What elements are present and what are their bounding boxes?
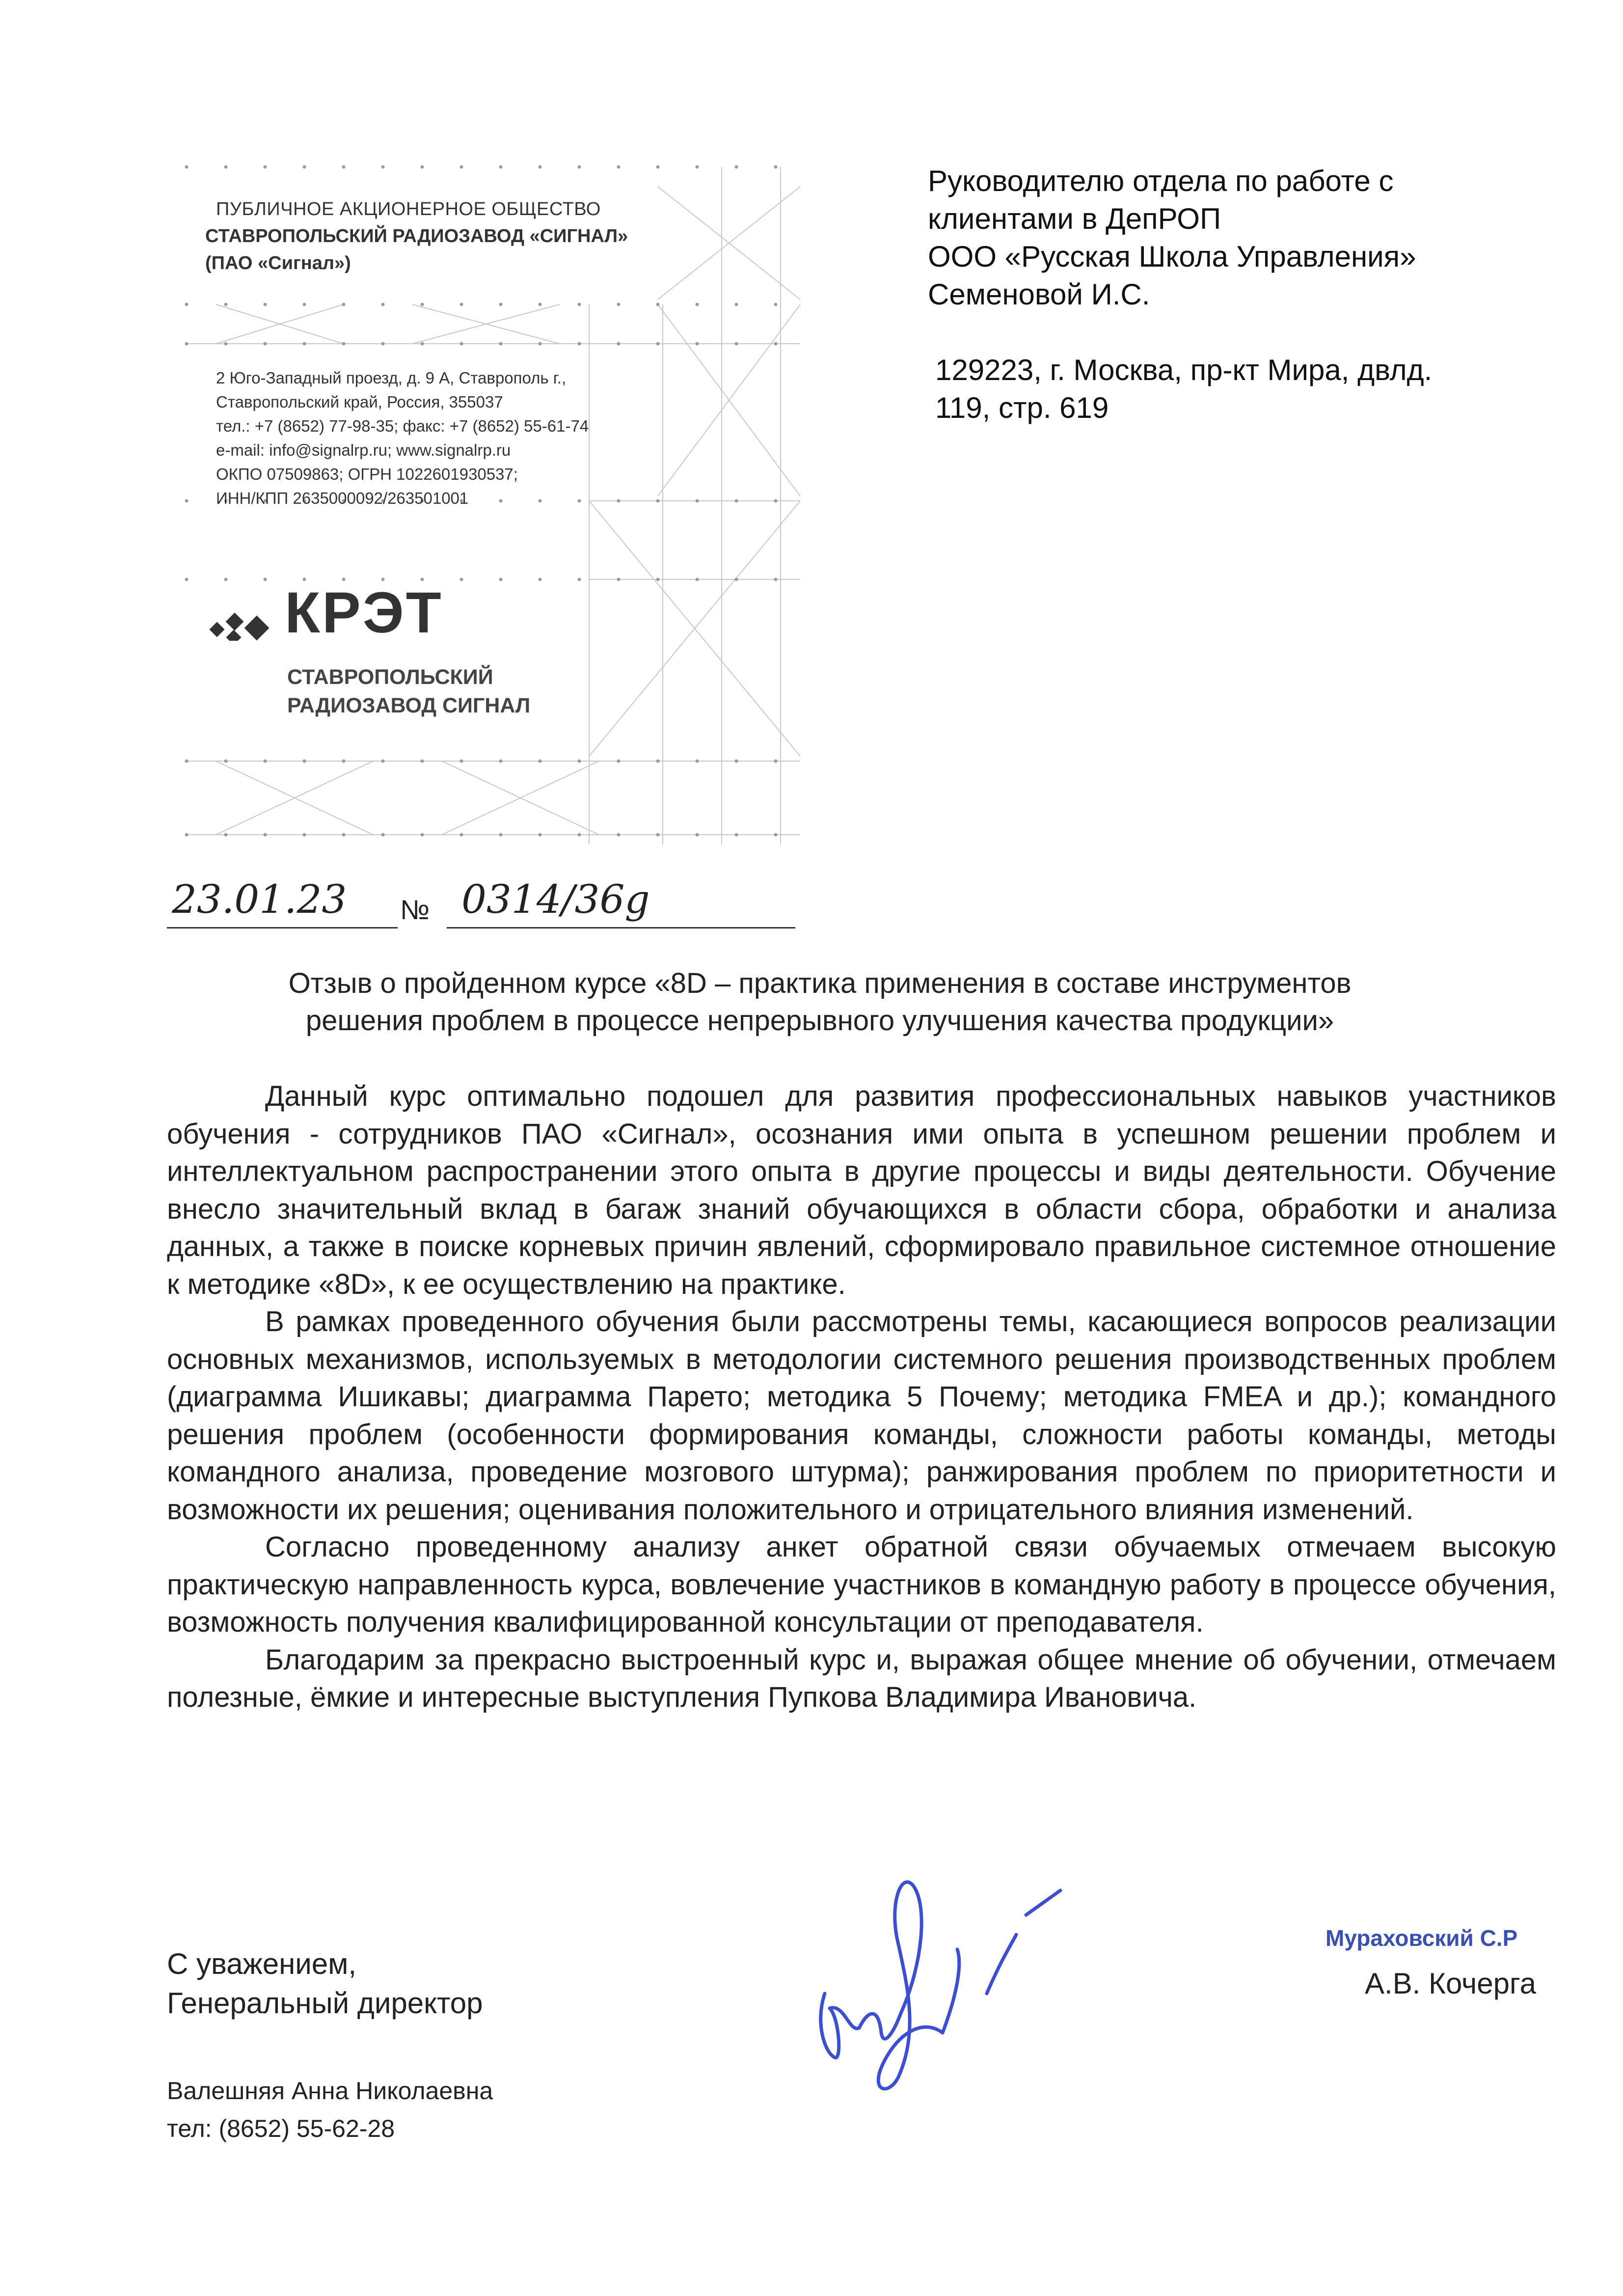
- subject-line-2: решения проблем в процессе непрерывного улучшения качества продукции»: [305, 1005, 1334, 1037]
- recipient-line-4: Семеновой И.С.: [928, 278, 1150, 311]
- grid-dot: [499, 760, 503, 763]
- grid-dot: [421, 760, 424, 763]
- stamp-name: Мураховский С.Р: [1325, 1925, 1518, 1951]
- letter-body: [167, 1078, 1556, 1717]
- grid-dot: [264, 833, 267, 837]
- letter-date: 23.01.23: [172, 876, 347, 922]
- grid-dot: [656, 760, 660, 763]
- recipient-line-2: клиентами в ДепРОП: [928, 202, 1221, 235]
- grid-dot: [421, 165, 424, 169]
- grid-dot: [460, 303, 463, 306]
- grid-dot: [656, 833, 660, 837]
- grid-dot: [499, 578, 503, 581]
- grid-dot: [421, 833, 424, 837]
- address-line-2: Ставропольский край, Россия, 355037: [216, 393, 503, 411]
- grid-dot: [774, 342, 778, 346]
- plant-name-line-1: СТАВРОПОЛЬСКИЙ: [287, 665, 493, 689]
- number-sign: №: [400, 894, 430, 925]
- grid-dot: [617, 303, 621, 306]
- address-line-1: 2 Юго-Западный проезд, д. 9 А, Ставрополь г.,: [216, 369, 567, 387]
- grid-dot: [421, 303, 424, 306]
- grid-dot: [303, 342, 306, 346]
- grid-dot: [774, 165, 778, 169]
- grid-dot: [342, 342, 346, 346]
- recipient-address-line-1: 129223, г. Москва, пр-кт Мира, двлд.: [935, 354, 1433, 386]
- grid-dot: [342, 303, 346, 306]
- recipient-address-line-2: 119, стр. 619: [935, 391, 1109, 424]
- executor-block: [167, 2072, 493, 2148]
- plant-name-line-2: РАДИОЗАВОД СИГНАЛ: [287, 694, 531, 717]
- grid-dot: [774, 833, 778, 837]
- letter-subject: [167, 965, 1473, 1039]
- grid-dot: [656, 342, 660, 346]
- grid-dot: [735, 833, 738, 837]
- grid-dot: [460, 578, 463, 581]
- grid-dot: [421, 342, 424, 346]
- grid-dot: [578, 760, 581, 763]
- grid-dot: [264, 578, 267, 581]
- grid-dot: [185, 303, 189, 306]
- grid-dot: [656, 578, 660, 581]
- grid-dot: [342, 165, 346, 169]
- grid-dot: [735, 499, 738, 503]
- grid-dot: [185, 165, 189, 169]
- grid-dot: [264, 342, 267, 346]
- grid-dot: [617, 760, 621, 763]
- grid-dot: [381, 303, 385, 306]
- grid-dot: [224, 165, 228, 169]
- grid-dot: [539, 760, 542, 763]
- grid-dot: [578, 342, 581, 346]
- grid-dot: [185, 833, 189, 837]
- kret-logo-icon: [209, 601, 277, 641]
- signer-name: А.В. Кочерга: [1365, 1967, 1536, 2000]
- body-paragraph-4: Благодарим за прекрасно выстроенный курс и, выражая общее мнение об обучении, отмечаем полезные, ёмкие и интересные выступления Пупкова Владимира Ивановича.: [167, 1643, 1556, 1713]
- grid-dot: [224, 303, 228, 306]
- body-paragraph-3: Согласно проведенному анализу анкет обратной связи обучаемых отмечаем высокую практическую направленность курса, вовлечение участников в командную работу в процессе обучения, возможность получения квалифицированной консультации от преподавателя.: [167, 1531, 1556, 1638]
- grid-dot: [774, 760, 778, 763]
- grid-dot: [460, 165, 463, 169]
- grid-dot: [656, 165, 660, 169]
- grid-dot: [264, 165, 267, 169]
- grid-dot: [774, 499, 778, 503]
- grid-dot: [303, 303, 306, 306]
- grid-dot: [224, 342, 228, 346]
- grid-dot: [617, 578, 621, 581]
- okpo: ОКПО 07509863; ОГРН 1022601930537;: [216, 465, 518, 483]
- grid-dot: [696, 303, 699, 306]
- inn: ИНН/КПП 2635000092/263501001: [216, 489, 469, 507]
- date-underline: [167, 927, 398, 929]
- grid-dot: [735, 342, 738, 346]
- executor-name: Валешняя Анна Николаевна: [167, 2077, 493, 2105]
- grid-dot: [499, 303, 503, 306]
- grid-dot: [499, 833, 503, 837]
- grid-dot: [696, 499, 699, 503]
- grid-dot: [460, 342, 463, 346]
- grid-dot: [735, 303, 738, 306]
- body-paragraph-1: Данный курс оптимально подошел для развития профессиональных навыков участников обучения - сотрудников ПАО «Сигнал», осознания ими опыта в успешном решении проблем и интеллектуальном распространении этого опыта в другие процессы и виды деятельности. Обучение внесло значительный вклад в багаж знаний обучающихся в области сбора, обработки и анализа данных, а также в поиске корневых причин явлений, сформировало правильное системное отношение к методике «8D», к ее осуществлению на практике.: [167, 1080, 1556, 1300]
- grid-dot: [539, 303, 542, 306]
- grid-dot: [735, 578, 738, 581]
- grid-dot: [539, 833, 542, 837]
- grid-dot: [617, 833, 621, 837]
- number-underline: [447, 927, 795, 929]
- grid-dot: [696, 165, 699, 169]
- recipient-address: [935, 351, 1432, 427]
- grid-dot: [539, 165, 542, 169]
- grid-dot: [539, 578, 542, 581]
- grid-dot: [381, 760, 385, 763]
- grid-dot: [696, 342, 699, 346]
- executor-phone: тел: (8652) 55-62-28: [167, 2115, 395, 2142]
- org-short-name: (ПАО «Сигнал»): [205, 253, 351, 273]
- signature-icon: [795, 1846, 1129, 2102]
- recipient-line-3: ООО «Русская Школа Управления»: [928, 240, 1416, 273]
- grid-dot: [578, 833, 581, 837]
- letterhead-contacts: [216, 366, 589, 510]
- grid-dot: [578, 165, 581, 169]
- grid-dot: [342, 760, 346, 763]
- grid-dot: [499, 342, 503, 346]
- grid-dot: [617, 165, 621, 169]
- grid-dot: [224, 578, 228, 581]
- org-name: СТАВРОПОЛЬСКИЙ РАДИОЗАВОД «СИГНАЛ»: [205, 226, 628, 246]
- grid-dot: [499, 165, 503, 169]
- grid-dot: [381, 833, 385, 837]
- grid-dot: [185, 342, 189, 346]
- grid-dot: [617, 342, 621, 346]
- grid-dot: [224, 760, 228, 763]
- signer-position: Генеральный директор: [167, 1987, 483, 2020]
- grid-dot: [381, 165, 385, 169]
- grid-dot: [578, 578, 581, 581]
- grid-dot: [381, 342, 385, 346]
- grid-dot: [264, 303, 267, 306]
- grid-dot: [185, 760, 189, 763]
- grid-dot: [185, 578, 189, 581]
- grid-dot: [264, 760, 267, 763]
- grid-dot: [617, 499, 621, 503]
- grid-dot: [774, 303, 778, 306]
- logo-text: КРЭТ: [285, 580, 443, 645]
- letter-number: 0314/36g: [461, 876, 650, 922]
- phones: тел.: +7 (8652) 77-98-35; факс: +7 (8652) 55-61-74: [216, 417, 589, 435]
- grid-dot: [460, 760, 463, 763]
- grid-dot: [539, 342, 542, 346]
- grid-dot: [735, 760, 738, 763]
- grid-dot: [185, 499, 189, 503]
- recipient-block: [928, 162, 1416, 313]
- email: e-mail: info@signalrp.ru; www.signalrp.ru: [216, 441, 511, 459]
- grid-dot: [774, 578, 778, 581]
- regards: С уважением,: [167, 1947, 357, 1980]
- grid-dot: [735, 165, 738, 169]
- grid-dot: [696, 833, 699, 837]
- subject-line-1: Отзыв о пройденном курсе «8D – практика применения в составе инструментов: [288, 967, 1352, 999]
- grid-dot: [303, 165, 306, 169]
- org-type: ПУБЛИЧНОЕ АКЦИОНЕРНОЕ ОБЩЕСТВО: [216, 199, 601, 219]
- recipient-line-1: Руководителю отдела по работе с: [928, 164, 1394, 197]
- closing-block: [167, 1944, 483, 2023]
- grid-dot: [696, 760, 699, 763]
- body-paragraph-2: В рамках проведенного обучения были рассмотрены темы, касающиеся вопросов реализации основных механизмов, используемых в методологии системного решения производственных проблем (диаграмма Ишикавы; диаграмма Парето; методика 5 Почему; методика FMEA и др.); командного решения проблем (особенности формирования команды, сложности работы команды, методы командного анализа, проведение мозгового штурма); ранжирования проблем по приоритетности и возможности их решения; оценивания положительного и отрицательного влияния изменений.: [167, 1306, 1556, 1526]
- grid-dot: [303, 833, 306, 837]
- grid-dot: [656, 499, 660, 503]
- grid-dot: [696, 578, 699, 581]
- grid-dot: [224, 833, 228, 837]
- grid-dot: [656, 303, 660, 306]
- plant-name: [287, 663, 530, 720]
- grid-dot: [578, 303, 581, 306]
- grid-dot: [460, 833, 463, 837]
- grid-dot: [303, 760, 306, 763]
- grid-dot: [342, 833, 346, 837]
